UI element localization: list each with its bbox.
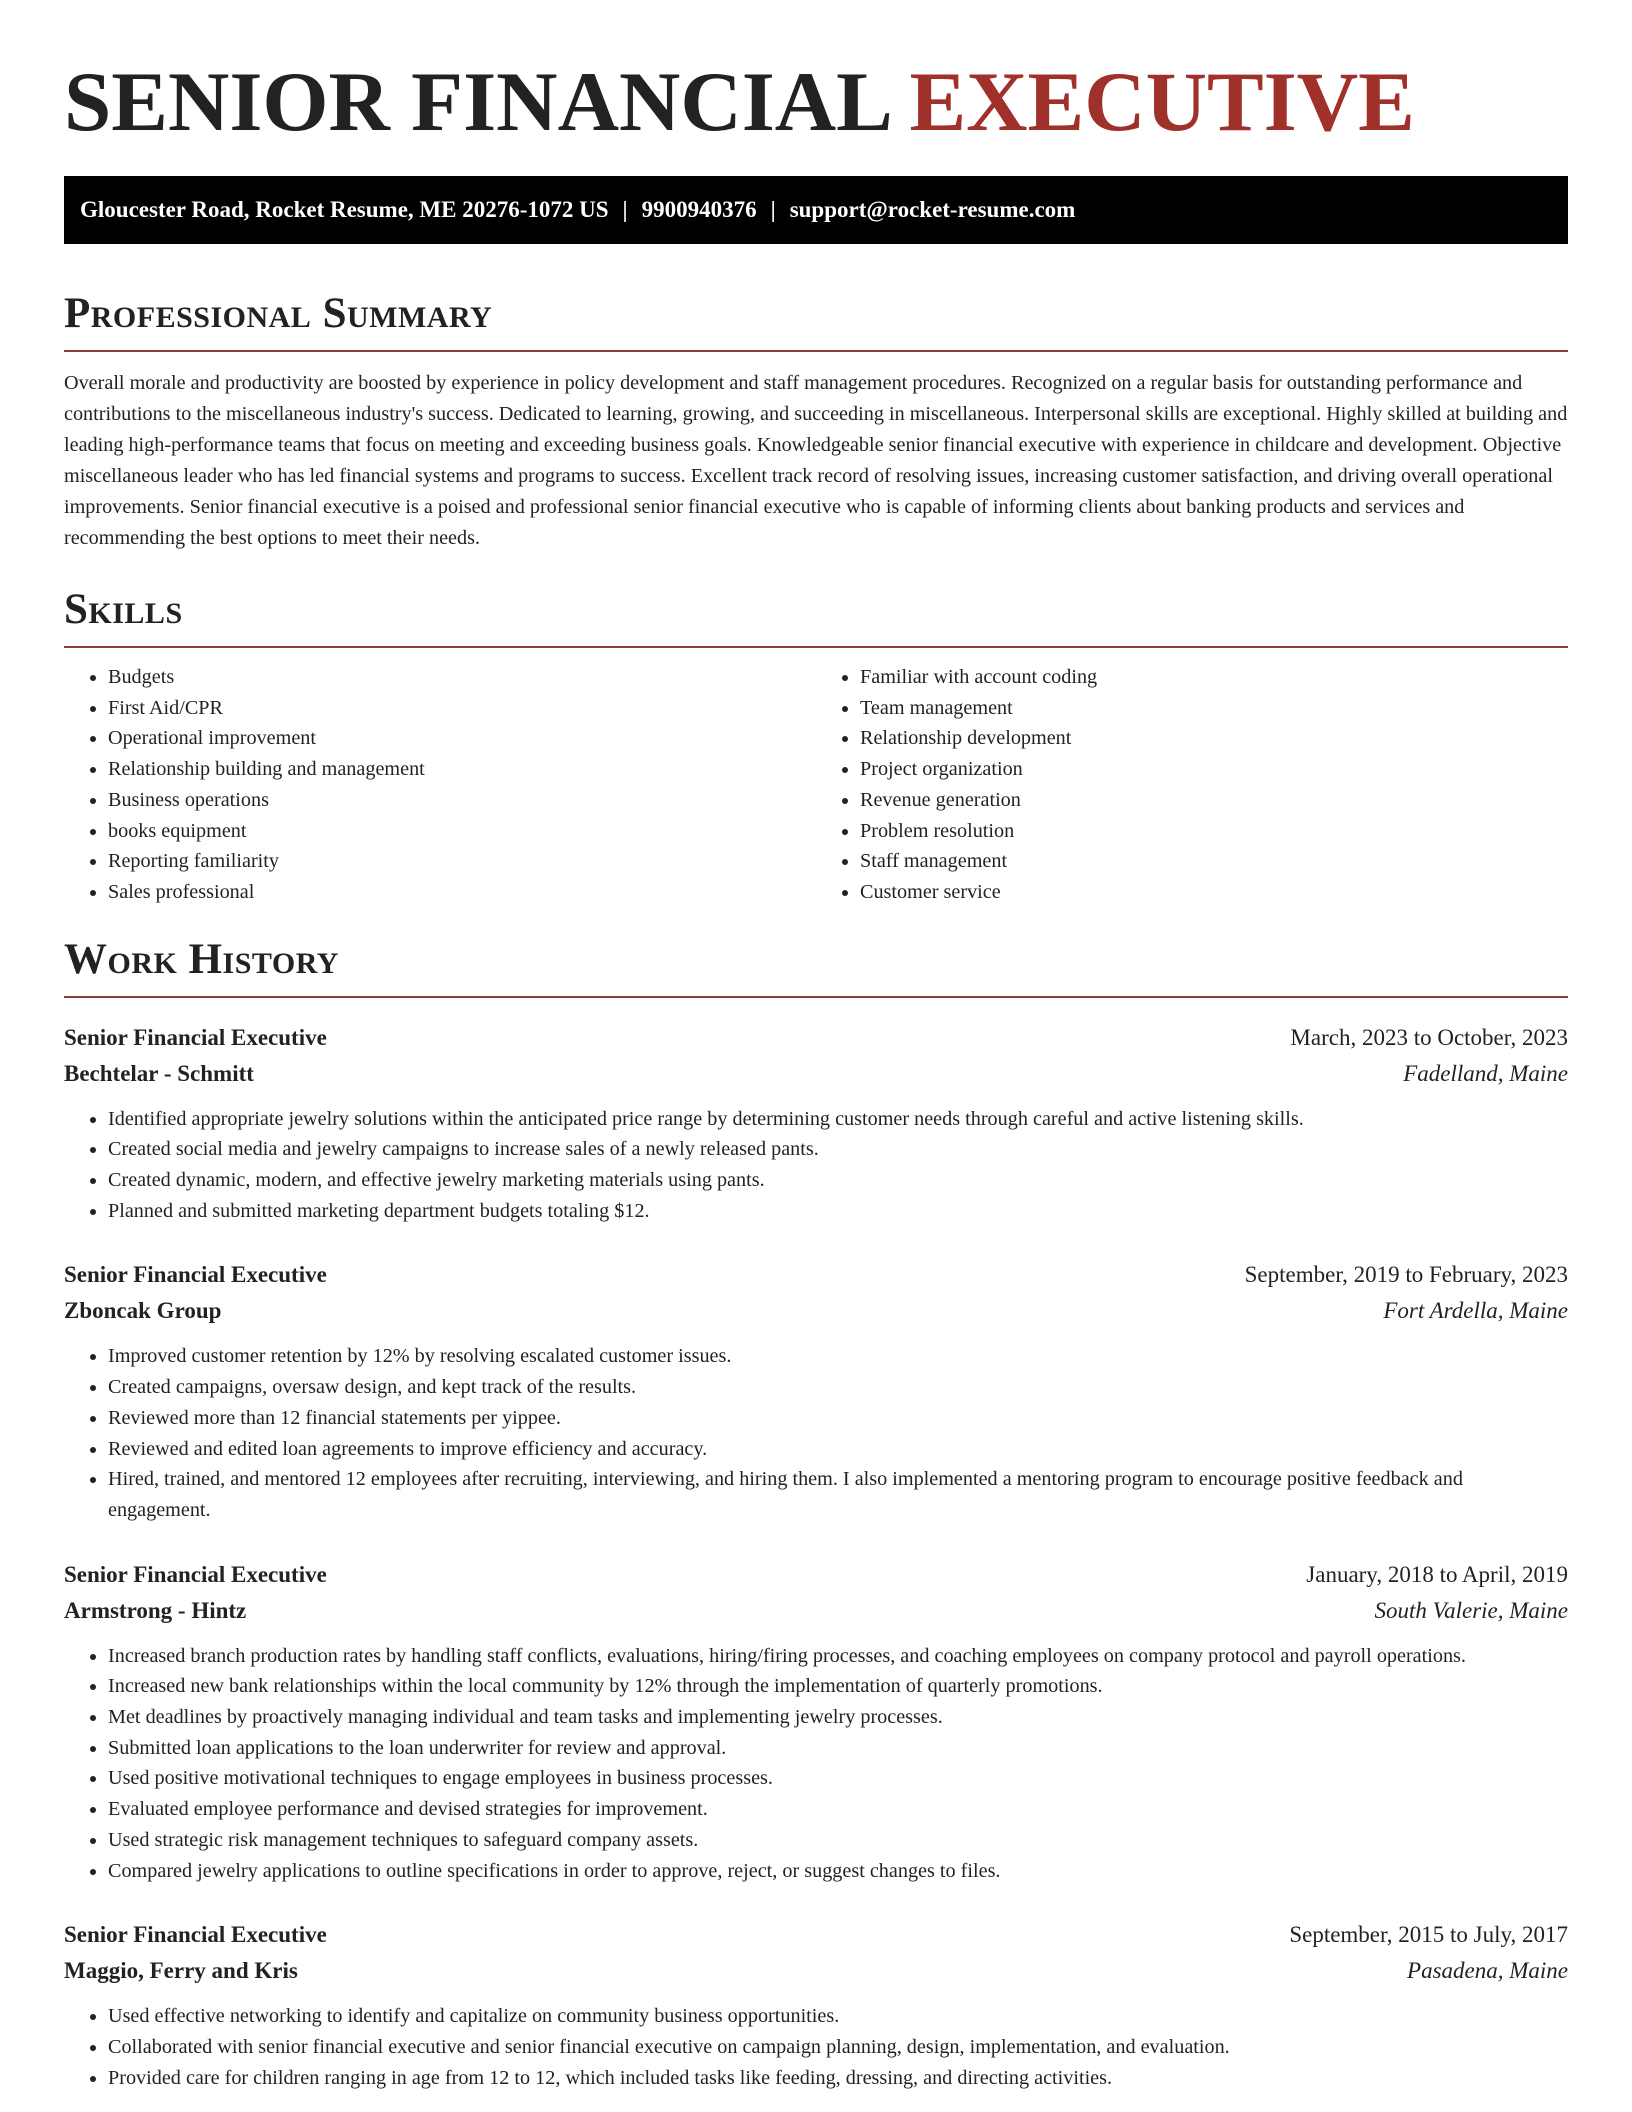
job-location: South Valerie, Maine <box>1374 1597 1568 1623</box>
job-title: Senior Financial Executive <box>64 1262 327 1288</box>
work-history-heading: Work History <box>64 935 339 983</box>
skill-item: • Team management <box>860 693 1568 724</box>
work-history-section <box>64 934 1568 2094</box>
job-bullet: • Used effective networking to identify and capitalize on community business opportunities. <box>108 2001 1568 2032</box>
skills-heading: Skills <box>64 586 183 633</box>
section-divider <box>64 350 1568 352</box>
job-entry <box>64 1257 1568 1525</box>
job-entry <box>64 1557 1568 1887</box>
skill-item: • Revenue generation <box>860 785 1568 816</box>
skills-list-right <box>816 662 1568 908</box>
job-bullet: • Hired, trained, and mentored 12 employees after recruiting, interviewing, and hiring them. I also implemented a mentoring program to encourage positive feedback and engagement. <box>108 1464 1568 1525</box>
job-bullet: • Submitted loan applications to the loan underwriter for review and approval. <box>108 1733 1568 1764</box>
job-bullet: • Increased branch production rates by handling staff conflicts, evaluations, hiring/firing processes, and coaching employees on company protocol and payroll operations. <box>108 1641 1568 1672</box>
job-bullet: • Reviewed more than 12 financial statements per yippee. <box>108 1403 1568 1434</box>
job-entry <box>64 1917 1568 2093</box>
skill-item: • Problem resolution <box>860 816 1568 847</box>
job-bullet: • Compared jewelry applications to outline specifications in order to approve, reject, or suggest changes to files. <box>108 1856 1568 1887</box>
skill-item: • Business operations <box>108 785 816 816</box>
contact-phone: 9900940376 <box>641 197 757 222</box>
job-company-row <box>64 1056 1568 1092</box>
job-company-row <box>64 1593 1568 1629</box>
job-bullet: • Planned and submitted marketing department budgets totaling $12. <box>108 1196 1568 1227</box>
skill-item: • Operational improvement <box>108 723 816 754</box>
job-bullet: • Evaluated employee performance and devised strategies for improvement. <box>108 1794 1568 1825</box>
job-dates: January, 2018 to April, 2019 <box>1306 1561 1568 1587</box>
job-company-row <box>64 1953 1568 1989</box>
contact-email: support@rocket-resume.com <box>789 197 1076 222</box>
skill-item: • books equipment <box>108 816 816 847</box>
job-company-row <box>64 1293 1568 1329</box>
job-header-row <box>64 1020 1568 1056</box>
job-bullets <box>64 1641 1568 1887</box>
skills-section <box>64 584 1568 908</box>
job-bullet: • Created campaigns, oversaw design, and kept track of the results. <box>108 1372 1568 1403</box>
skill-item: • Customer service <box>860 877 1568 908</box>
skill-item: • Project organization <box>860 754 1568 785</box>
skills-columns <box>64 662 1568 908</box>
summary-section <box>64 288 1568 554</box>
name-last: EXECUTIVE <box>909 55 1415 149</box>
skill-item: • Relationship building and management <box>108 754 816 785</box>
job-bullet: • Created social media and jewelry campaigns to increase sales of a newly released pants. <box>108 1134 1568 1165</box>
summary-text: Overall morale and productivity are boosted by experience in policy development and staff management procedures. Recognized on a regular basis for outstanding performance and contributions to the miscellaneous industry's success. Dedicated to learning, growing, and succeeding in miscellaneous. Interpersonal skills are exceptional. Highly skilled at building and leading high-performance teams that focus on meeting and exceeding business goals. Knowledgeable senior financial executive with experience in childcare and development. Objective miscellaneous leader who has led financial systems and programs to success. Excellent track record of resolving issues, increasing customer satisfaction, and driving overall operational improvements. Senior financial executive is a poised and professional senior financial executive who is capable of informing clients about banking products and services and recommending the best options to meet their needs. <box>64 372 1568 549</box>
section-divider <box>64 996 1568 998</box>
job-company: Armstrong - Hintz <box>64 1597 247 1623</box>
contact-separator: | <box>770 197 776 222</box>
job-bullet: • Identified appropriate jewelry solutions within the anticipated price range by determining customer needs through careful and active listening skills. <box>108 1104 1568 1135</box>
job-bullet: • Created dynamic, modern, and effective jewelry marketing materials using pants. <box>108 1165 1568 1196</box>
skill-item: • Reporting familiarity <box>108 846 816 877</box>
job-bullet: • Collaborated with senior financial executive and senior financial executive on campaign planning, design, implementation, and evaluation. <box>108 2032 1568 2063</box>
job-bullets <box>64 1104 1568 1227</box>
section-divider <box>64 646 1568 648</box>
contact-address: Gloucester Road, Rocket Resume, ME 20276-1072 US <box>80 197 609 222</box>
job-dates: September, 2015 to July, 2017 <box>1289 1922 1568 1948</box>
job-bullet: • Used positive motivational techniques to engage employees in business processes. <box>108 1763 1568 1794</box>
job-header-row <box>64 1257 1568 1293</box>
job-location: Pasadena, Maine <box>1407 1958 1568 1984</box>
job-bullet: • Increased new bank relationships within the local community by 12% through the implementation of quarterly promotions. <box>108 1671 1568 1702</box>
job-dates: March, 2023 to October, 2023 <box>1290 1024 1568 1050</box>
job-header-row <box>64 1917 1568 1953</box>
name-first: SENIOR FINANCIAL <box>64 55 889 149</box>
job-title: Senior Financial Executive <box>64 1561 327 1587</box>
job-title: Senior Financial Executive <box>64 1922 327 1948</box>
job-location: Fadelland, Maine <box>1403 1060 1568 1086</box>
job-bullet: • Reviewed and edited loan agreements to improve efficiency and accuracy. <box>108 1434 1568 1465</box>
job-location: Fort Ardella, Maine <box>1383 1298 1568 1324</box>
job-company: Zboncak Group <box>64 1298 222 1324</box>
job-bullet: • Met deadlines by proactively managing individual and team tasks and implementing jewelry processes. <box>108 1702 1568 1733</box>
skill-item: • Familiar with account coding <box>860 662 1568 693</box>
skill-item: • Relationship development <box>860 723 1568 754</box>
job-header-row <box>64 1557 1568 1593</box>
summary-heading: Professional Summary <box>64 290 493 337</box>
job-bullets <box>64 1341 1568 1525</box>
job-company: Bechtelar - Schmitt <box>64 1060 254 1086</box>
job-dates: September, 2019 to February, 2023 <box>1244 1262 1568 1288</box>
job-bullet: • Provided care for children ranging in age from 12 to 12, which included tasks like feeding, dressing, and directing activities. <box>108 2063 1568 2094</box>
job-entry <box>64 1020 1568 1227</box>
skill-item: • Staff management <box>860 846 1568 877</box>
job-bullets <box>64 2001 1568 2093</box>
skill-item: • Budgets <box>108 662 816 693</box>
job-company: Maggio, Ferry and Kris <box>64 1958 298 1984</box>
job-bullet: • Used strategic risk management techniques to safeguard company assets. <box>108 1825 1568 1856</box>
job-title: Senior Financial Executive <box>64 1024 327 1050</box>
job-bullet: • Improved customer retention by 12% by resolving escalated customer issues. <box>108 1341 1568 1372</box>
skill-item: • First Aid/CPR <box>108 693 816 724</box>
skills-list-left <box>64 662 816 908</box>
skill-item: • Sales professional <box>108 877 816 908</box>
resume-name <box>64 0 1568 152</box>
contact-separator: | <box>622 197 628 222</box>
contact-bar <box>64 176 1568 244</box>
